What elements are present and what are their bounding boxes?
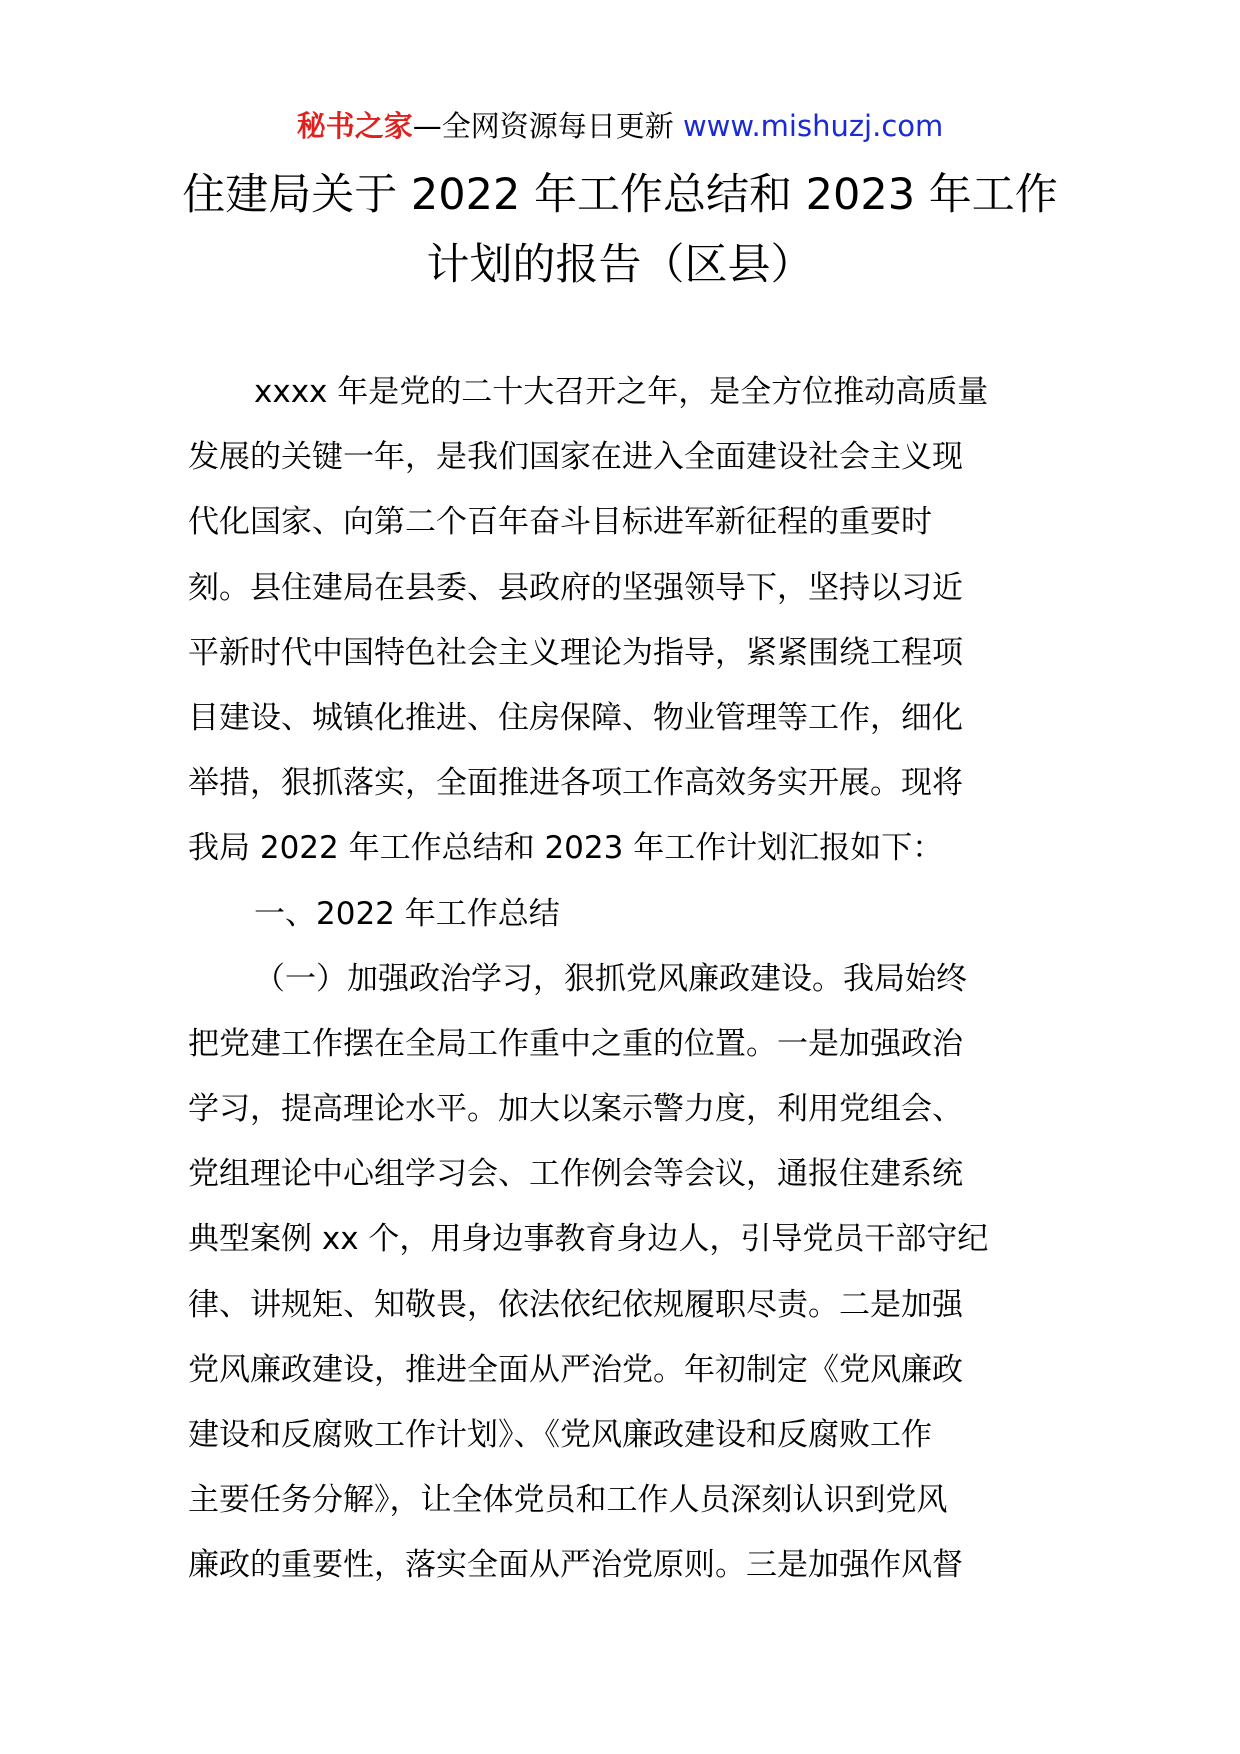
brand-name: 秘书之家 <box>296 109 413 143</box>
site-url-link[interactable]: www.mishuzj.com <box>682 109 944 143</box>
document-body <box>188 360 1058 1599</box>
body-text-line: 把党建工作摆在全局工作重中之重的位置。一是加强政治 <box>188 1025 963 1062</box>
body-text-line: 律、讲规矩、知敬畏，依法依纪依规履职尽责。二是加强 <box>188 1286 963 1323</box>
body-text-line: 建设和反腐败工作计划》、《党风廉政建设和反腐败工作 <box>188 1417 932 1453</box>
body-text-line: 一、2022 年工作总结 <box>254 895 560 932</box>
body-text-line: 代化国家、向第二个百年奋斗目标进军新征程的重要时 <box>188 504 932 541</box>
body-text-line: 党风廉政建设，推进全面从严治党。年初制定《党风廉政 <box>188 1351 963 1388</box>
body-text-line: xxxx 年是党的二十大召开之年，是全方位推动高质量 <box>254 374 989 410</box>
body-text-line: 学习，提高理论水平。加大以案示警力度，利用党组会、 <box>188 1091 963 1128</box>
body-text-line: 党组理论中心组学习会、工作例会等会议，通报住建系统 <box>188 1156 963 1193</box>
body-text-line: 举措，狠抓落实，全面推进各项工作高效务实开展。现将 <box>188 765 963 802</box>
header-tagline: —全网资源每日更新 <box>412 109 674 143</box>
site-header <box>0 106 1240 146</box>
body-text-line: （一）加强政治学习，狠抓党风廉政建设。我局始终 <box>254 960 967 997</box>
body-text-line: 平新时代中国特色社会主义理论为指导，紧紧围绕工程项 <box>188 634 963 671</box>
body-text-line: 主要任务分解》，让全体党员和工作人员深刻认识到党风 <box>188 1482 948 1519</box>
body-text-line: 我局 2022 年工作总结和 2023 年工作计划汇报如下： <box>188 830 944 867</box>
body-text-line: 廉政的重要性，落实全面从严治党原则。三是加强作风督 <box>188 1547 963 1584</box>
document-title <box>160 160 1080 300</box>
body-text-line: 刻。县住建局在县委、县政府的坚强领导下，坚持以习近 <box>188 569 963 606</box>
body-text-line: 典型案例 xx 个，用身边事教育身边人，引导党员干部守纪 <box>188 1221 989 1258</box>
body-text-line: 发展的关键一年，是我们国家在进入全面建设社会主义现 <box>188 439 963 476</box>
title-line: 计划的报告（区县） <box>426 240 814 290</box>
body-text-line: 目建设、城镇化推进、住房保障、物业管理等工作，细化 <box>188 699 963 736</box>
title-line: 住建局关于 2022 年工作总结和 2023 年工作 <box>182 170 1058 220</box>
